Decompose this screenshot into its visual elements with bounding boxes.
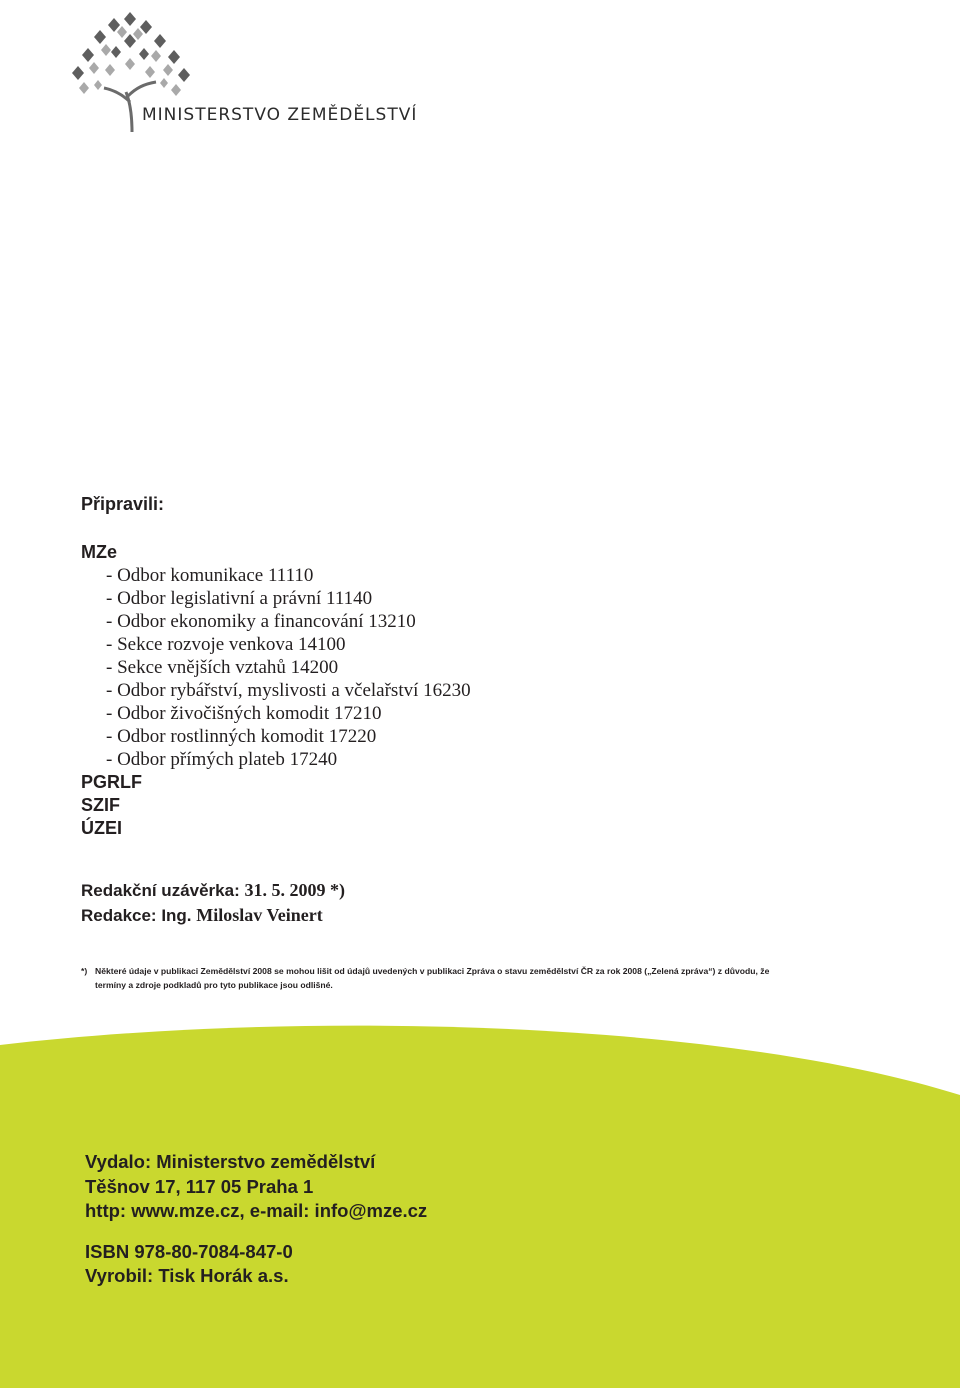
deadline-value: 31. 5. 2009 *): [244, 880, 345, 900]
org-uzei: ÚZEI: [81, 818, 123, 838]
department-item: - Odbor ekonomiky a financování 13210: [106, 611, 416, 632]
printer: Vyrobil: Tisk Horák a.s.: [85, 1265, 289, 1286]
department-item: - Odbor živočišných komodit 17210: [106, 703, 382, 724]
org-szif: SZIF: [81, 795, 120, 815]
editorial-info: [81, 878, 345, 928]
deadline-label: Redakční uzávěrka:: [81, 881, 240, 900]
editor-name: Miloslav Veinert: [196, 905, 323, 925]
department-item: - Sekce rozvoje venkova 14100: [106, 634, 346, 655]
publisher-line: Vydalo: Ministerstvo zemědělství: [85, 1151, 376, 1172]
prepared-heading: Připravili:: [81, 494, 165, 514]
department-item: - Sekce vnějších vztahů 14200: [106, 657, 339, 678]
department-item: - Odbor rostlinných komodit 17220: [106, 726, 377, 747]
ministry-logo: [70, 4, 418, 134]
publisher-info: [85, 1150, 427, 1289]
footnote: [81, 964, 801, 992]
isbn: ISBN 978-80-7084-847-0: [85, 1240, 293, 1262]
prepared-by-section: [81, 494, 881, 840]
publisher-address: Těšnov 17, 117 05 Praha 1: [85, 1175, 314, 1197]
editor-label: Redakce: Ing.: [81, 906, 192, 925]
editor-line: [81, 903, 345, 928]
logo-text: MINISTERSTVO ZEMĚDĚLSTVÍ: [142, 105, 418, 125]
org-mze: MZe: [81, 542, 117, 562]
org-pgrlf: PGRLF: [81, 772, 142, 792]
footnote-mark: *): [81, 966, 88, 976]
department-item: - Odbor komunikace 11110: [106, 565, 314, 586]
spacer: [85, 1224, 427, 1240]
department-item: - Odbor přímých plateb 17240: [106, 749, 338, 770]
deadline-line: [81, 878, 345, 903]
publisher-contact: http: www.mze.cz, e-mail: info@mze.cz: [85, 1200, 428, 1221]
department-item: - Odbor rybářství, myslivosti a včelařství 16230: [106, 680, 471, 701]
department-item: - Odbor legislativní a právní 11140: [106, 588, 373, 609]
footnote-text: Některé údaje v publikaci Zemědělství 2008 se mohou lišit od údajů uvedených v publikaci Zpráva o stavu zemědělství ČR za rok 2008 („Zelená zpráva“) z důvodu, že termíny a zdroje podkladů pro tyto publikace jsou odlišné.: [95, 966, 770, 990]
